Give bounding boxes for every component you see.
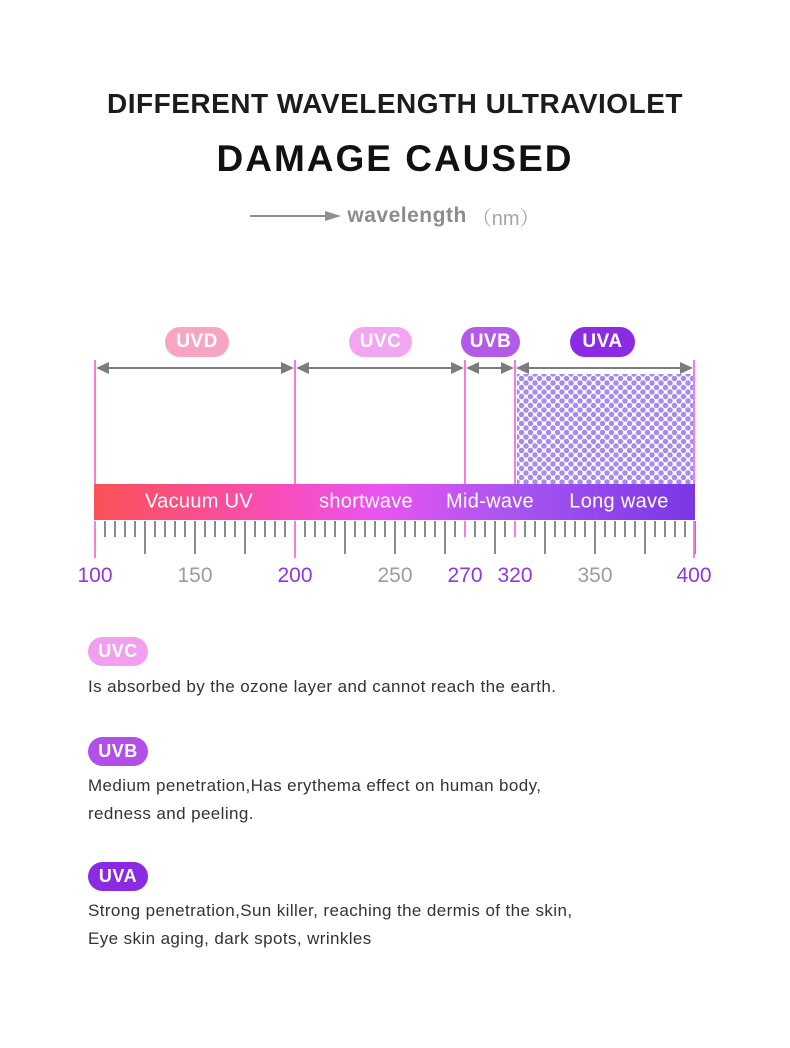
page-title-line1: DIFFERENT WAVELENGTH ULTRAVIOLET xyxy=(107,88,683,119)
band-badge-uvb: UVB xyxy=(461,327,520,357)
arrow-shaft xyxy=(298,367,462,369)
section-badge-uva: UVA xyxy=(88,862,148,891)
wavelength-axis-unit: （nm） xyxy=(471,207,540,230)
text-line: redness and peeling. xyxy=(88,804,254,823)
range-arrow-uva xyxy=(516,362,693,374)
ruler-label-350: 350 xyxy=(577,564,613,587)
arrow-left-icon xyxy=(516,362,529,374)
band-badge-uva: UVA xyxy=(570,327,635,357)
section-text-uva xyxy=(88,897,708,953)
section-text-uvb xyxy=(88,772,708,828)
bar-label-long-wave: Long wave xyxy=(569,490,669,513)
band-badge-uvc: UVC xyxy=(349,327,412,357)
arrow-right-icon xyxy=(281,362,294,374)
boundary-line-100nm xyxy=(94,360,96,485)
range-arrow-uvb xyxy=(466,362,514,374)
bar-label-mid-wave: Mid-wave xyxy=(446,490,534,513)
bar-label-vacuum-uv: Vacuum UV xyxy=(145,490,253,513)
arrow-right-icon xyxy=(680,362,693,374)
ruler-line-200nm xyxy=(294,521,296,558)
boundary-line-400nm xyxy=(693,360,695,485)
wavelength-axis-word: wavelength xyxy=(347,204,467,227)
text-line: Strong penetration,Sun killer, reaching the dermis of the skin, xyxy=(88,901,573,920)
ruler-label-250: 250 xyxy=(377,564,413,587)
text-line: Is absorbed by the ozone layer and cannot reach the earth. xyxy=(88,677,557,696)
range-arrow-uvc xyxy=(296,362,464,374)
bar-label-shortwave: shortwave xyxy=(319,490,413,513)
section-badge-uvb: UVB xyxy=(88,737,148,766)
wavelength-arrow-line xyxy=(250,215,326,217)
ruler-line-100nm xyxy=(94,521,96,558)
ruler-major-ticks xyxy=(94,521,697,554)
ruler-label-270: 270 xyxy=(447,564,483,587)
spectrum-bar xyxy=(94,484,695,520)
ruler-tick-270nm xyxy=(464,521,466,537)
boundary-line-200nm xyxy=(294,360,296,485)
arrow-left-icon xyxy=(96,362,109,374)
ruler-label-100: 100 xyxy=(77,564,113,587)
uva-dotted-region xyxy=(517,374,693,484)
ruler-label-320: 320 xyxy=(497,564,533,587)
wavelength-arrow-head-icon xyxy=(325,211,341,221)
arrow-left-icon xyxy=(466,362,479,374)
section-text-uvc xyxy=(88,673,708,701)
wavelength-axis-caption xyxy=(0,202,790,230)
arrow-shaft xyxy=(518,367,691,369)
arrow-right-icon xyxy=(501,362,514,374)
ruler-label-400: 400 xyxy=(676,564,712,587)
boundary-line-270nm xyxy=(464,360,466,485)
ruler-line-400nm xyxy=(693,521,695,558)
section-badge-uvc: UVC xyxy=(88,637,148,666)
boundary-line-320nm xyxy=(514,360,516,485)
arrow-shaft xyxy=(98,367,292,369)
page-title-line2: DAMAGE CAUSED xyxy=(216,138,574,179)
arrow-right-icon xyxy=(451,362,464,374)
ruler-label-150: 150 xyxy=(177,564,213,587)
ruler-tick-320nm xyxy=(514,521,516,537)
text-line: Medium penetration,Has erythema effect on human body, xyxy=(88,776,542,795)
ruler-label-200: 200 xyxy=(277,564,313,587)
range-arrow-uvd xyxy=(96,362,294,374)
band-badge-uvd: UVD xyxy=(165,327,229,357)
arrow-left-icon xyxy=(296,362,309,374)
text-line: Eye skin aging, dark spots, wrinkles xyxy=(88,929,372,948)
